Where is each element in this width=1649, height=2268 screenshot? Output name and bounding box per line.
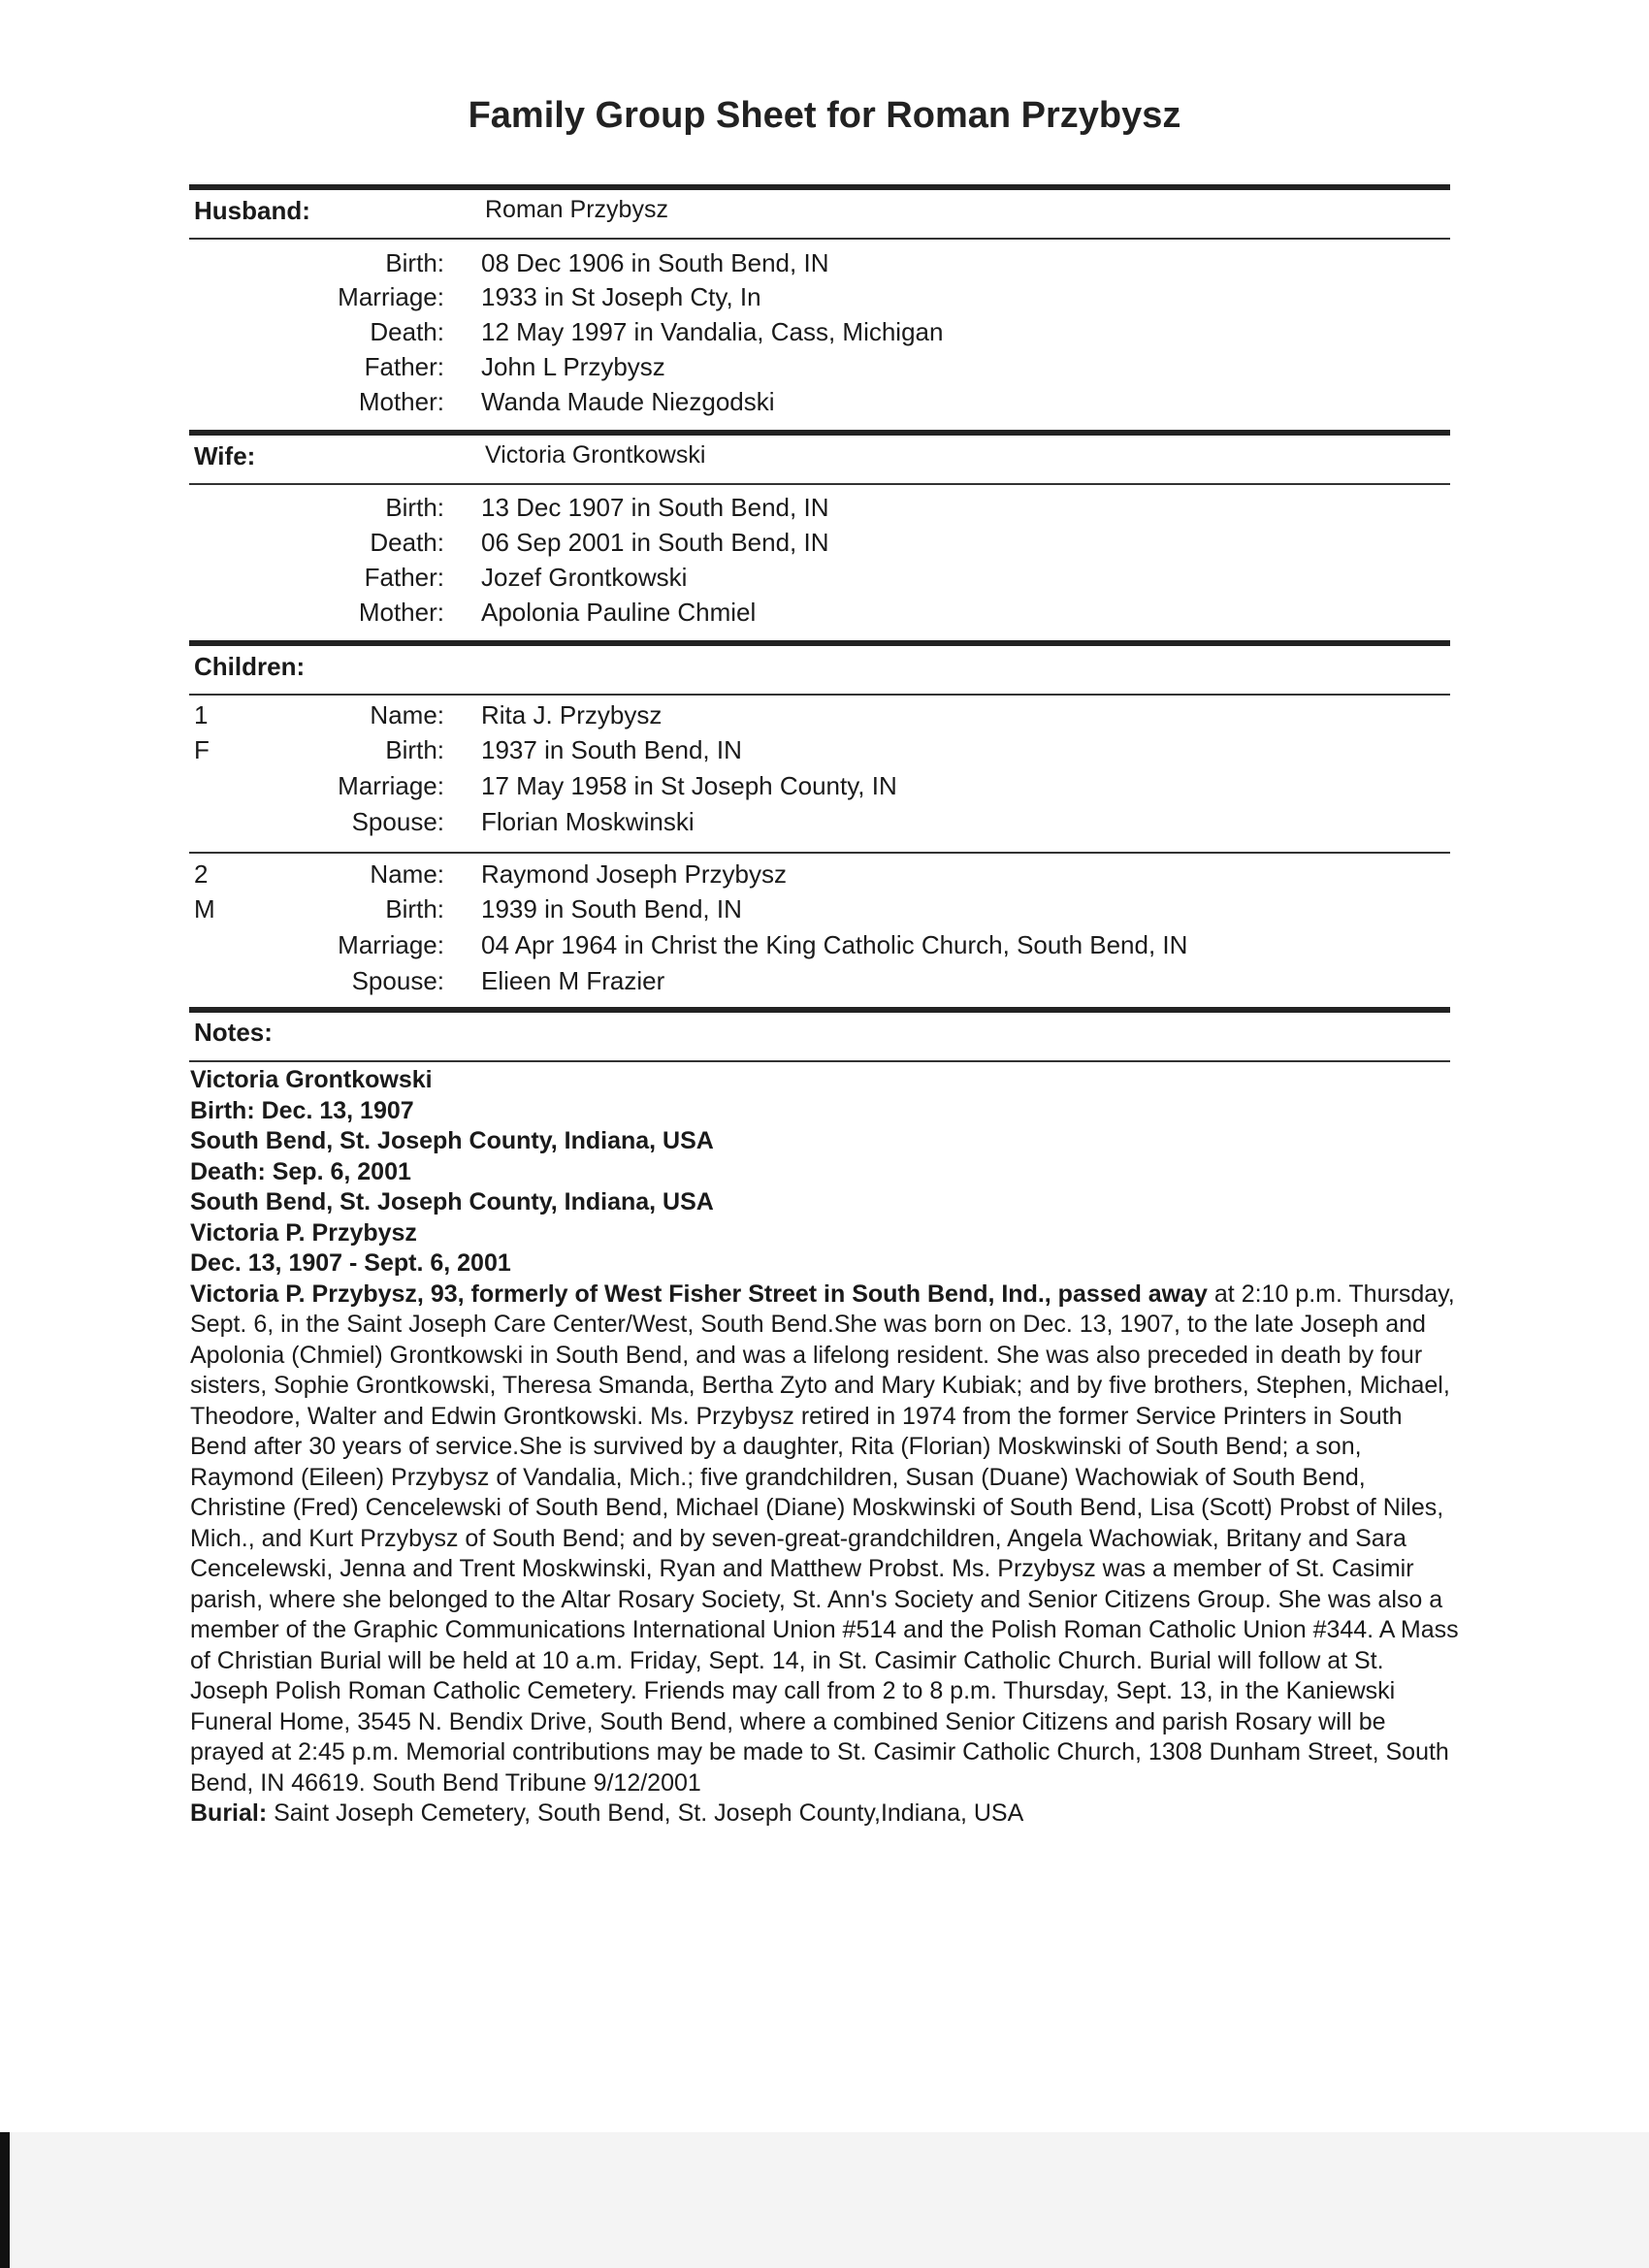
- divider: [189, 852, 1450, 854]
- child-birth-label: Birth:: [385, 735, 444, 764]
- child-birth-value: 1937 in South Bend, IN: [481, 735, 742, 764]
- husband-father-label: Father:: [364, 352, 444, 381]
- notes-line: Victoria P. Przybysz: [190, 1218, 417, 1247]
- wife-father-label: Father:: [364, 563, 444, 592]
- wife-birth-label: Birth:: [385, 493, 444, 522]
- obituary-lead: Victoria P. Przybysz, 93, formerly of West Fisher Street in South Bend, Ind., passed away: [190, 1280, 1208, 1308]
- child-spouse-value: Elieen M Frazier: [481, 966, 665, 995]
- notes-line: Dec. 13, 1907 - Sept. 6, 2001: [190, 1249, 511, 1277]
- notes-line: Birth: Dec. 13, 1907: [190, 1096, 414, 1124]
- divider: [189, 238, 1450, 240]
- section-divider: [189, 430, 1450, 436]
- obituary-body: at 2:10 p.m. Thursday, Sept. 6, in the Saint Joseph Care Center/West, South Bend.She was born on Dec. 13, 1907, to the late Joseph and Apolonia (Chmiel) Grontkowski in South Bend, and was a lifelong resident. She was also preceded in death by four sisters, Sophie Grontkowski, Theresa Smanda, Bertha Zyto and Mary Kubiak; and by five brothers, Stephen, Michael, Theodore, Walter and Edwin Grontkowski. Ms. Przybysz retired in 1974 from the former Service Printers in South Bend after 30 years of service.She is survived by a daughter, Rita (Florian) Moskwinski of South Bend; a son, Raymond (Eileen) Przybysz of Vandalia, Mich.; five grandchildren, Susan (Duane) Wachowiak of South Bend, Christine (Fred) Cencelewski of South Bend, Michael (Diane) Moskwinski of South Bend, Lisa (Scott) Probst of Niles, Mich., and Kurt Przybysz of South Bend; and by seven-great-grandchildren, Angela Wachowiak, Britany and Sara Cencelewski, Jenna and Trent Moskwinski, Ryan and Matthew Probst. Ms. Przybysz was a member of St. Casimir parish, where she belonged to the Altar Rosary Society, St. Ann's Society and Senior Citizens Group. She was also a member of the Graphic Communications International Union #514 and the Polish Roman Catholic Union #344. A Mass of Christian Burial will be held at 10 a.m. Friday, Sept. 14, in St. Casimir Catholic Church. Burial will follow at St. Joseph Polish Roman Catholic Cemetery. Friends may call from 2 to 8 p.m. Thursday, Sept. 13, in the Kaniewski Funeral Home, 3545 N. Bendix Drive, South Bend, where a combined Senior Citizens and parish Rosary will be prayed at 2:45 p.m. Memorial contributions may be made to St. Casimir Catholic Church, 1308 Dunham Street, South Bend, IN 46619. South Bend Tribune 9/12/2001: [190, 1280, 1459, 1797]
- notes-label: Notes:: [194, 1018, 273, 1047]
- wife-label: Wife:: [194, 441, 256, 470]
- child-sex: M: [194, 894, 215, 923]
- section-divider: [189, 640, 1450, 646]
- child-birth-value: 1939 in South Bend, IN: [481, 894, 742, 923]
- child-spouse-value: Florian Moskwinski: [481, 807, 695, 836]
- child-name-value: Raymond Joseph Przybysz: [481, 859, 788, 889]
- husband-name: Roman Przybysz: [485, 196, 668, 223]
- child-name-value: Rita J. Przybysz: [481, 700, 663, 729]
- divider: [189, 694, 1450, 696]
- wife-death-label: Death:: [370, 528, 444, 557]
- child-marriage-value: 17 May 1958 in St Joseph County, IN: [481, 771, 897, 800]
- child-marriage-value: 04 Apr 1964 in Christ the King Catholic Church, South Bend, IN: [481, 930, 1188, 959]
- wife-birth-value: 13 Dec 1907 in South Bend, IN: [481, 493, 829, 522]
- husband-father-value: John L Przybysz: [481, 352, 665, 381]
- notes-line: Death: Sep. 6, 2001: [190, 1157, 411, 1185]
- child-marriage-label: Marriage:: [338, 930, 444, 959]
- wife-father-value: Jozef Grontkowski: [481, 563, 688, 592]
- notes-line: Victoria Grontkowski: [190, 1066, 433, 1093]
- page-title: Family Group Sheet for Roman Przybysz: [468, 95, 1181, 136]
- burial-line: [190, 1798, 1461, 1830]
- burial-value: Saint Joseph Cemetery, South Bend, St. Joseph County,Indiana, USA: [267, 1799, 1024, 1827]
- husband-mother-value: Wanda Maude Niezgodski: [481, 387, 775, 416]
- husband-death-value: 12 May 1997 in Vandalia, Cass, Michigan: [481, 317, 944, 346]
- child-name-label: Name:: [370, 700, 444, 729]
- notes-body: [190, 1065, 1461, 1830]
- notes-line: South Bend, St. Joseph County, Indiana, USA: [190, 1188, 714, 1215]
- burial-label: Burial:: [190, 1799, 268, 1827]
- child-spouse-label: Spouse:: [351, 966, 444, 995]
- husband-marriage-label: Marriage:: [338, 282, 444, 311]
- husband-label: Husband:: [194, 196, 310, 225]
- notes-line: South Bend, St. Joseph County, Indiana, USA: [190, 1127, 714, 1154]
- wife-mother-value: Apolonia Pauline Chmiel: [481, 598, 757, 627]
- child-marriage-label: Marriage:: [338, 771, 444, 800]
- section-divider: [189, 184, 1450, 190]
- child-birth-label: Birth:: [385, 894, 444, 923]
- wife-death-value: 06 Sep 2001 in South Bend, IN: [481, 528, 829, 557]
- husband-death-label: Death:: [370, 317, 444, 346]
- divider: [189, 1060, 1450, 1062]
- obituary-paragraph: [190, 1280, 1461, 1799]
- husband-birth-value: 08 Dec 1906 in South Bend, IN: [481, 248, 829, 277]
- child-spouse-label: Spouse:: [351, 807, 444, 836]
- child-name-label: Name:: [370, 859, 444, 889]
- husband-mother-label: Mother:: [358, 387, 444, 416]
- child-number: 1: [194, 700, 209, 729]
- child-sex: F: [194, 735, 210, 764]
- section-divider: [189, 1007, 1450, 1013]
- divider: [189, 483, 1450, 485]
- husband-marriage-value: 1933 in St Joseph Cty, In: [481, 282, 761, 311]
- wife-name: Victoria Grontkowski: [485, 441, 706, 469]
- scan-margin: [0, 2132, 1649, 2268]
- children-label: Children:: [194, 652, 306, 681]
- husband-birth-label: Birth:: [385, 248, 444, 277]
- scan-edge: [0, 2132, 10, 2268]
- wife-mother-label: Mother:: [358, 598, 444, 627]
- child-number: 2: [194, 859, 209, 889]
